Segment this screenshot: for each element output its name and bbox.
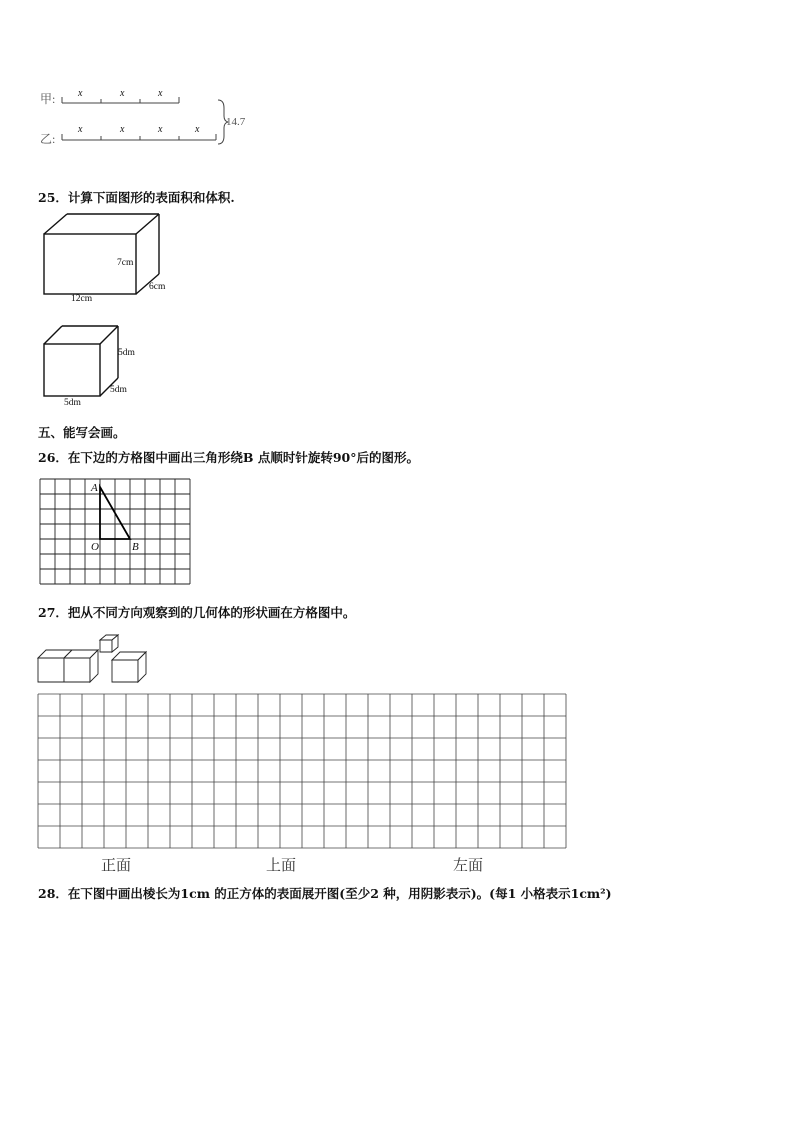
cuboid-width-label: 6cm [149,282,166,292]
yi-mark-2: x [120,124,125,135]
cuboid-drawing [40,210,190,310]
section-5-heading: 五、能写会画。 [38,425,126,440]
cuboid-height-label: 7cm [117,258,134,268]
yi-mark-1: x [78,124,83,135]
segment-diagram [36,86,276,148]
jia-mark-1: x [78,88,83,99]
cube-edge-depth-label: 5dm [110,385,127,395]
question-27: 27．把从不同方向观察到的几何体的形状画在方格图中。 [38,605,356,620]
cube-drawing [40,322,150,412]
rotation-grid [40,479,192,587]
yi-mark-4: x [195,124,200,135]
rotation-grid-lines [40,479,192,587]
front-view-label: 正面 [101,856,132,874]
yi-label: 乙: [40,132,56,146]
cube-edge-right-label: 5dm [118,348,135,358]
total-value: 14.7 [226,116,246,128]
top-view-label: 上面 [266,856,297,874]
jia-label: 甲: [40,92,56,106]
point-a-label: A [91,482,98,494]
cube-stack-figure [36,636,156,684]
question-25: 25．计算下面图形的表面积和体积. [38,190,235,205]
jia-mark-2: x [120,88,125,99]
question-28: 28．在下图中画出棱长为1cm 的正方体的表面展开图(至少2 种，用阴影表示)。(每1 小格表示1cm²) [38,886,612,901]
yi-mark-3: x [158,124,163,135]
cube-figure [40,322,150,412]
question-26: 26．在下边的方格图中画出三角形绕B 点顺时针旋转90°后的图形。 [38,450,419,465]
left-view-label: 左面 [453,856,484,874]
cube-stack-drawing [36,636,156,684]
cuboid-figure [40,210,190,310]
jia-mark-3: x [158,88,163,99]
point-b-label: B [132,541,139,553]
cube-edge-bottom-label: 5dm [64,398,81,408]
point-o-label: O [91,541,99,553]
cuboid-length-label: 12cm [71,294,93,304]
views-grid [38,694,568,852]
views-grid-lines [38,694,568,852]
